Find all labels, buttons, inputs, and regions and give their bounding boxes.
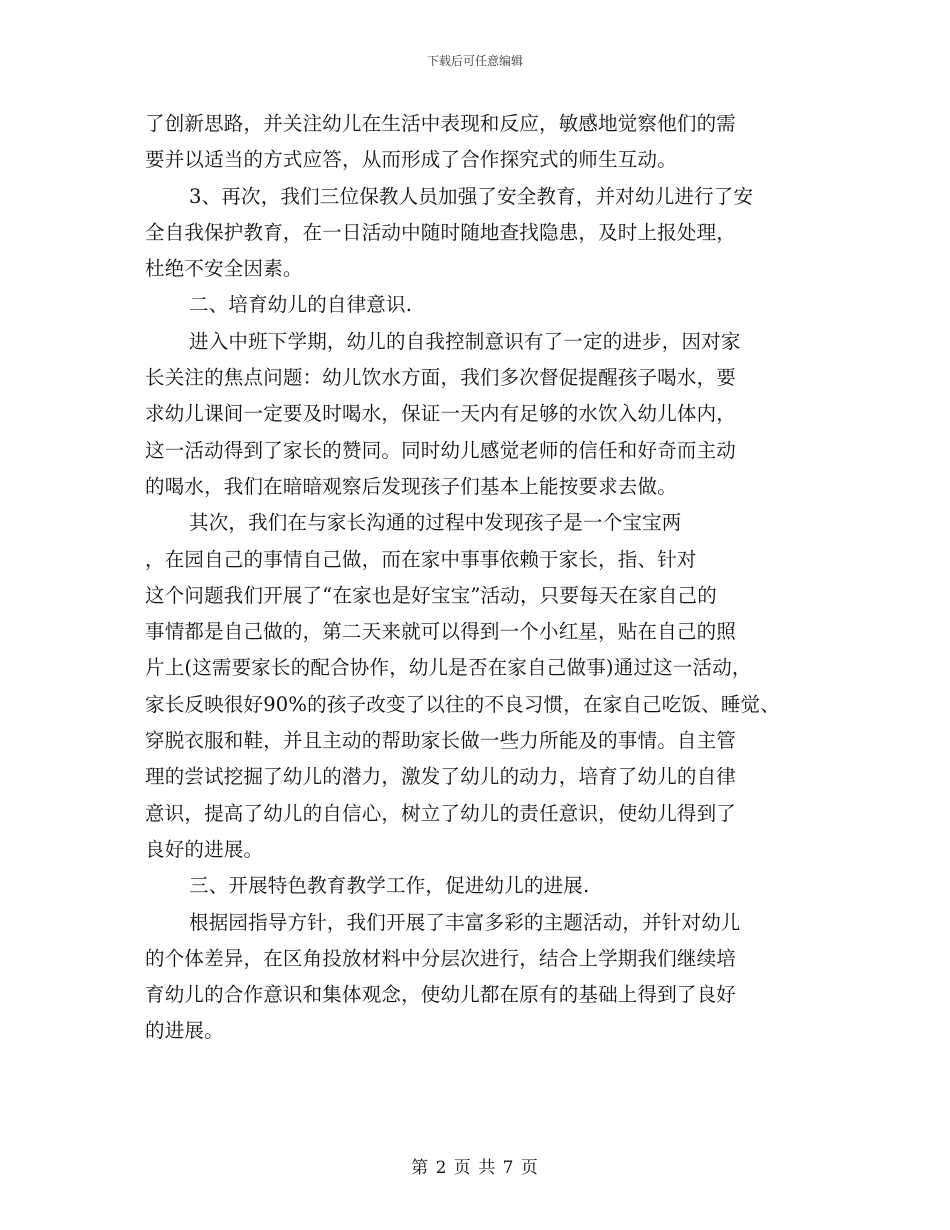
text-line: 穿脱衣服和鞋，并且主动的帮助家长做一些力所能及的事情。自主管 (145, 729, 737, 753)
text-line: 这一活动得到了家长的赞同。同时幼儿感觉老师的信任和好奇而主动 (145, 438, 737, 462)
text-line: 长关注的焦点问题：幼儿饮水方面，我们多次督促提醒孩子喝水，要 (145, 366, 737, 390)
text-line: 育幼儿的合作意识和集体观念，使幼儿都在原有的基础上得到了良好 (145, 983, 737, 1007)
document-body (145, 106, 810, 1050)
text-line: 家长反映很好90%的孩子改变了以往的不良习惯，在家自己吃饭、睡觉、 (145, 692, 780, 716)
text-line: 要并以适当的方式应答，从而形成了合作探究式的师生互动。 (145, 148, 677, 172)
text-line: 事情都是自己做的，第二天来就可以得到一个小红星，贴在自己的照 (145, 620, 737, 644)
text-line: 3、再次，我们三位保教人员加强了安全教育，并对幼儿进行了安 (189, 184, 754, 208)
text-line: 片上(这需要家长的配合协作，幼儿是否在家自己做事)通过这一活动， (145, 656, 752, 680)
text-line: 的进展。 (145, 1019, 224, 1043)
text-line: 了创新思路，并关注幼儿在生活中表现和反应，敏感地觉察他们的需 (145, 112, 737, 135)
text-line: 其次，我们在与家长沟通的过程中发现孩子是一个宝宝两 (189, 511, 682, 535)
page-number-footer: 第 2 页 共 7 页 (411, 1158, 539, 1178)
text-line: 进入中班下学期，幼儿的自我控制意识有了一定的进步，因对家 (189, 329, 741, 353)
text-line: 全自我保护教育，在一日活动中随时随地查找隐患，及时上报处理， (145, 220, 737, 244)
text-line: 求幼儿课间一定要及时喝水，保证一天内有足够的水饮入幼儿体内， (145, 402, 737, 426)
text-line: 的个体差异，在区角投放材料中分层次进行，结合上学期我们继续培 (145, 946, 737, 970)
text-line: 意识，提高了幼儿的自信心，树立了幼儿的责任意识，使幼儿得到了 (145, 801, 737, 825)
text-line: 三、开展特色教育教学工作，促进幼儿的进展. (189, 874, 590, 898)
text-line: 这个问题我们开展了“在家也是好宝宝”活动，只要每天在家自己的 (145, 583, 717, 607)
text-line: 二、培育幼儿的自律意识. (189, 293, 413, 317)
text-line: ，在园自己的事情自己做，而在家中事事依赖于家长，指、针对 (145, 547, 697, 571)
page-header-note: 下载后可任意编辑 (426, 54, 523, 68)
text-line: 杜绝不安全因素。 (145, 257, 303, 281)
text-line: 理的尝试挖掘了幼儿的潜力，激发了幼儿的动力，培育了幼儿的自律 (145, 765, 737, 789)
text-line: 的喝水，我们在暗暗观察后发现孩子们基本上能按要求去做。 (145, 474, 677, 498)
text-line: 根据园指导方针，我们开展了丰富多彩的主题活动，并针对幼儿 (189, 910, 741, 934)
text-line: 良好的进展。 (145, 837, 264, 861)
